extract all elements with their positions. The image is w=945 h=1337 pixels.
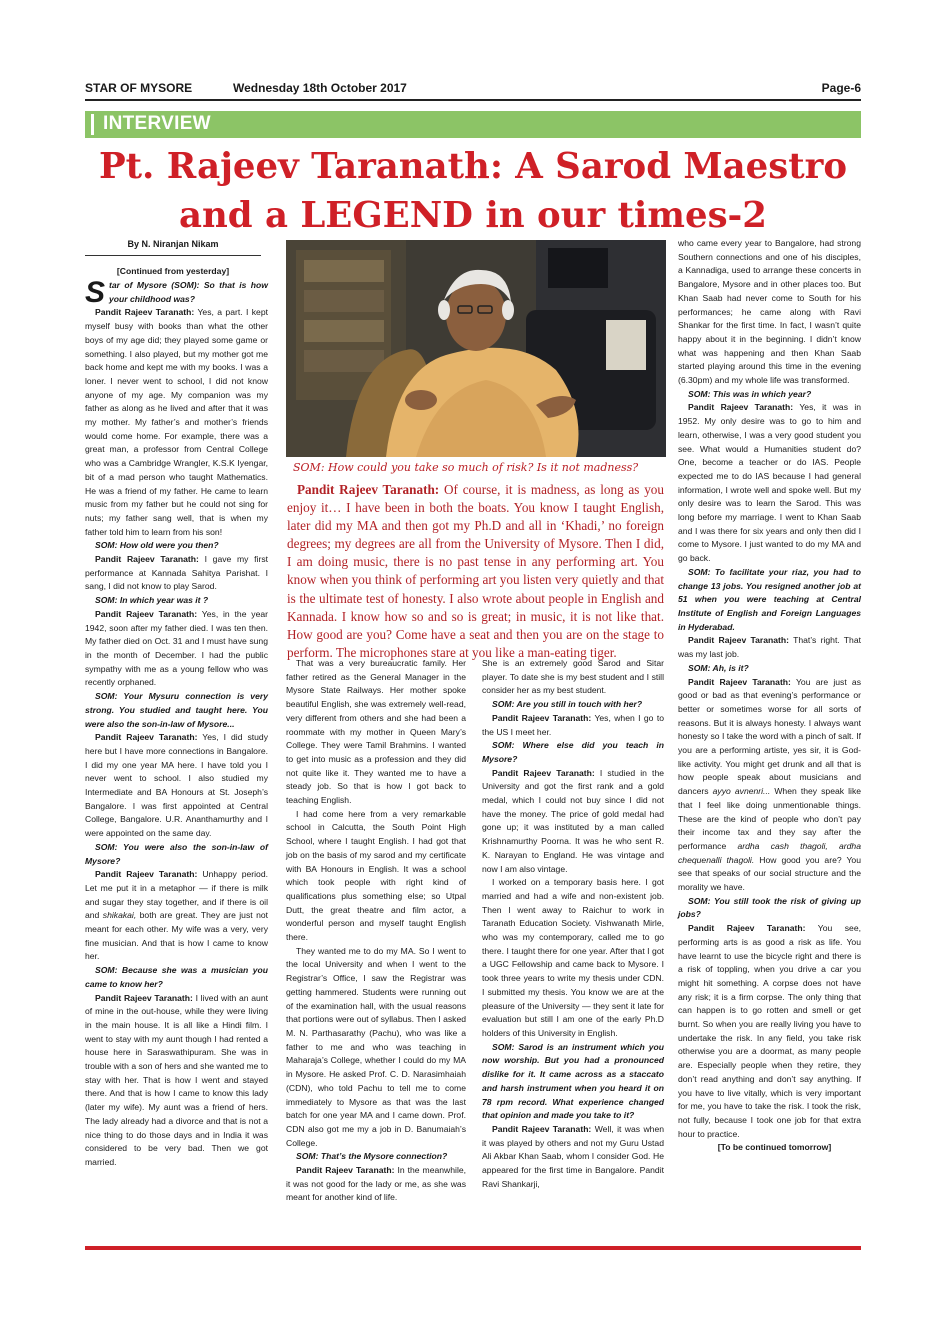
answer-italic: ayyo avnenri... — [712, 786, 771, 797]
paragraph: I had come here from a very remarkable school in Calcutta, the South Point High School, where I taught English. I had got that job on the basis of my sarod and my certificate with BA Honours in English. It was a school which took people with right kind of qualifications plus something else; so Utpal Dutt, the great theatre and film actor, a wonderful person and myself taught English there. — [286, 808, 466, 943]
pull-quote-speaker: Pandit Rajeev Taranath: — [297, 482, 440, 497]
answer: You are just as good or bad as that evening’s performance or better or sometimes worse for all sorts of reasons. But it is always honesty. I always want honesty so I take the word with a pinch of salt. If you are a performing artiste, yes sir, it is God-like activity. You might get drunk and all that is how people speak about musicians and dancers — [678, 676, 861, 797]
byline: By N. Niranjan Nikam — [127, 239, 219, 249]
answer: Well, it was when it was played by others and not my Guru Ustad Ali Akbar Khan Saab, whom I consider God. He appeared for the first time in Bangalore. Pandit Ravi Shankarji, — [482, 1123, 665, 1189]
speaker: Pandit Rajeev Taranath: — [95, 554, 199, 565]
continued-tomorrow: [To be continued tomorrow] — [717, 1142, 832, 1153]
answer: You see, performing arts is as good a risk as life. You have learnt to use the bicycle right and there is a risk of toppling, when you drive a car you might hit something. A corpse does not have any risk; it is a firm corpse. The only thing that can happen is to go rotten and smell or get burnt. So when you are really living you have to undertake the risk. In any field, you take risk otherwise you are a doormat, as many people are. Especially people when they retire, they don’t read anything and don’t say anything. If you have to live vitally, which is very important for me, you have to take the risk. I took the risk, not fully, because I took one job for that extra hour to practice. — [678, 923, 862, 1139]
speaker: Pandit Rajeev Taranath: — [688, 923, 806, 934]
answer-italic: shikakai, — [102, 910, 137, 921]
answer: I lived with an aunt of mine in the out-house, while they were living in the main house. It is all like a Hindi film. I went to stay with my aunt though I had rented a house here in Saraswathipuram. She was in trouble with a son of hers and she wanted me to stay with her. That is how I went and stayed there. And that is how I came to know this lady (later my wife). My aunt was a friend of hers. The lady already had a divorce and that is not a nice thing to do those days and in India it was considered to be very bad. Then we got married. — [85, 992, 269, 1167]
pull-quote — [287, 481, 664, 662]
answer: I gave my first performance at Kannada Sahitya Parishat. I sang, I did not know to play Sarod. — [85, 554, 269, 592]
paragraph: She is an extremely good Sarod and Sitar player. To date she is my best student and I still consider her as my best student. — [482, 658, 664, 696]
headline — [85, 142, 861, 240]
answer: Yes, I did study here but I have more connections in Bangalore. I did my one year MA here. I have told you I never went to school. I also studied my Intermediate and BA Honours at St. Joseph’s Bangalore. I was first appointed at Central College, Bangalore. U.R. Ananthamurthy and I were appointed on the same day. — [85, 732, 269, 839]
speaker: Pandit Rajeev Taranath: — [95, 608, 198, 619]
question: SOM: How old were you then? — [95, 540, 219, 551]
article-column-4 — [678, 237, 861, 1155]
photo-caption: SOM: How could you take so much of risk? Is it not madness? — [293, 461, 639, 474]
section-marker — [91, 114, 94, 135]
article-column-2 — [286, 657, 466, 1205]
portrait-image — [286, 240, 666, 457]
answer: Yes, it was in 1952. My only desire was to go to him and learn, otherwise, I was a very good student you see. What would a Humanities student do? One, become a teacher or do IAS. People expected me to do IAS because I had general information, I wrote well and spoke well. But my only desire was to learn the Sarod. This was long before my marriage. I went to Khan Saab and I was there for six years and only then did I come to Mysore. I just wanted to do my MA and go back. — [678, 402, 862, 564]
question: SOM: You were also the son-in-law of Mysore? — [85, 841, 268, 866]
page-number: Page-6 — [821, 81, 861, 95]
issue-date: Wednesday 18th October 2017 — [233, 81, 407, 95]
speaker: Pandit Rajeev Taranath: — [95, 307, 195, 318]
question: SOM: Because she was a musician you came to know her? — [85, 965, 268, 989]
newspaper-name: STAR OF MYSORE — [85, 81, 193, 95]
question: SOM: Sarod is an instrument which you now worship. But you had a pronounced dislike for it. It came across as a staccato and harsh instrument when you heard it on 78 rpm record. What experience changed that opinion and made you take to it? — [482, 1041, 664, 1121]
byline-rule — [85, 255, 261, 256]
question: SOM: Are you still in touch with her? — [492, 699, 643, 710]
portrait-photo — [286, 240, 666, 457]
speaker: Pandit Rajeev Taranath: — [688, 635, 789, 646]
speaker: Pandit Rajeev Taranath: — [688, 402, 794, 413]
headline-line-2: and a LEGEND in our times-2 — [178, 195, 767, 236]
pull-quote-text: Of course, it is madness, as long as you enjoy it… I have been in both the boats. You know I taught English, later did my MA and then got my Ph.D and all in ‘Khadi,’ no foreign degrees; my degrees are all from the University of Mysore. Then I did, I am doing music, there is no past tense in any performing art. You know when you think of performing art you listen very quietly and that is the ultimate test of honesty. I also wrote about people in English and Kannada. I know how so and so is great; in music, it is not like that. How good are you? Come have a seat and then you are on the stage to perform. The microphones stare at you like a man-eating tiger. — [287, 482, 664, 660]
question: SOM: Ah, is it? — [688, 662, 749, 673]
continued-note: [Continued from yesterday] — [116, 266, 230, 276]
question: SOM: That’s the Mysore connection? — [296, 1151, 448, 1162]
answer: Unhappy period. Let me put it in a metaphor — if there is milk and sugar they stay together, and if there is oil and — [85, 869, 269, 921]
speaker: Pandit Rajeev Taranath: — [296, 1165, 395, 1176]
answer: both are great. They are just not meant for each other. My wife was a very, very fine musician. And that is how I came to know her. — [85, 910, 269, 962]
question: SOM: In which year was it ? — [95, 595, 209, 606]
speaker: Pandit Rajeev Taranath: — [95, 732, 198, 743]
section-label: INTERVIEW — [103, 113, 211, 134]
question: SOM: You still took the risk of giving up jobs? — [678, 895, 861, 920]
answer: I studied in the University and got the first rank and a gold medal, which I could not buy since I did not have the money. The price of gold medal had gone up; it was instituted by a man called Krishnamurthy Poorna. It was he who sent R. K. Narayan to England. He was vintage and now I am also vintage. — [482, 767, 665, 874]
speaker: Pandit Rajeev Taranath: — [492, 1123, 592, 1134]
paragraph: They wanted me to do my MA. So I went to the local University and when I went to the Registrar’s Office, I saw the Registrar was getting hammered. Students were running out of the examination hall, with the usual reasons that portions were out of syllabus. Then I asked M. N. Parthasarathy (Pachu), who was like a father to me and who was teaching in Maharaja’s College, whether I could do my MA in Mysore. He asked Prof. C. D. Narasimhaiah (CDN), who told Pachu to tell me to come immediately to Mysore as that was the last batch for one year MA and I came down. Prof. CDN also got me my a job in D. Banumaiah’s College. — [286, 945, 466, 1148]
masthead — [85, 81, 861, 97]
answer: That’s right. That was my last job. — [678, 635, 862, 660]
question: tar of Mysore (SOM): So that is how your childhood was? — [109, 280, 268, 304]
question: SOM: Where else did you teach in Mysore? — [482, 740, 664, 764]
speaker: Pandit Rajeev Taranath: — [492, 712, 592, 723]
speaker: Pandit Rajeev Taranath: — [95, 992, 193, 1003]
question: SOM: To facilitate your riaz, you had to change 13 jobs. You resigned another job at 51 when you were teaching at Central Institute of English and Foreign Languages in Hyderabad. — [678, 566, 861, 632]
question: SOM: This was in which year? — [688, 388, 812, 399]
paragraph: who came every year to Bangalore, had strong Southern connections and one of his disciples, a Kannadiga, used to arrange these concerts in Bangalore, Mysore and in other places too. But Khan Saab had never come to South for his performances; he came along with Ravi Shankar for the first time. In fact, I wasn’t quite happy about it in the beginning. I didn’t know what was happening and then Khan Saab started playing around this time in the evening (6.30pm) and my whole life was transformed. — [678, 238, 861, 386]
answer: In the meanwhile, it was not good for the lady or me, as she was meant for another kind of life. — [286, 1165, 467, 1203]
headline-line-1: Pt. Rajeev Taranath: A Sarod Maestro — [98, 146, 848, 187]
answer: How good you are? You see that speaks of our social structure and the morality we have. — [678, 854, 861, 893]
answer: When they speak like that I feel like doing unmentionable things. These are the kind of people who don’t pay their income tax and they say after the performance — [678, 786, 862, 851]
answer: Yes, in the year 1942, soon after my father died. I was ten then. My father died on Oct. 31 and I must have sung in the month of December. I had the public sympathy with me as a young fellow who was recently orphaned. — [85, 608, 269, 688]
paragraph: I worked on a temporary basis here. I got married and had a wife and non-existent job. Then I went away to Raichur to work in Taranath Education Society. Vishwanath Mirle, who was my contemporary, called me to go there. I taught there for one year. After that I got a UGC Fellowship and came back to Mysore. I took three years to write my thesis under CDN. I submitted my thesis. You know we are at the pleasure of the University — they sent it late for evaluation but still I am one of the early Ph.D holders of this University in English. — [482, 877, 664, 1038]
answer: Yes, when I go to the US I meet her. — [482, 712, 664, 737]
masthead-rule — [85, 99, 861, 101]
article-column-3 — [482, 657, 664, 1191]
speaker: Pandit Rajeev Taranath: — [95, 869, 198, 880]
question: SOM: Your Mysuru connection is very strong. You studied and taught here. You were also the son-in-law of Mysore... — [85, 691, 268, 729]
bottom-rule — [85, 1246, 861, 1250]
paragraph: That was a very bureaucratic family. Her father retired as the General Manager in the Mysore State Railways. Her mother spoke beautiful English, she was extremely well-read, very different from others and she had been a roommate with my mother in Queen Mary’s College. They were Tamil Brahmins. I wanted to get into music as a profession and they did not quite like it. They wanted me to have a steady job. So that is how I got back to teaching English. — [286, 658, 466, 806]
answer: Yes, a part. I kept myself busy with books than what the other boys of my age did; they played some game or something. I also played, but my mother got me back home and kept me with my books. I was a loner. I never went to school, I did not know anyone of my age. My companion was my father as along as he lived and after that it was my mother. My father’s and mother’s friends would come home. For example, there was a great man, a professor from Central College who was a Cambridge Wrangler, K.S.K Iyengar, bit of a mad person who taught Mathematics. He was a friend of my father. He came to learn music from my father but he could not sing for nuts; my father sang well, that is when my father told him to learn from his son! — [85, 307, 269, 537]
article-column-1 — [85, 276, 269, 1170]
speaker: Pandit Rajeev Taranath: — [492, 767, 595, 778]
section-bar — [85, 111, 861, 138]
speaker: Pandit Rajeev Taranath: — [688, 676, 791, 687]
answer-italic: ardha cash thagoli, ardha chequenalli thagoli. — [678, 840, 861, 865]
drop-cap: S — [85, 276, 106, 309]
